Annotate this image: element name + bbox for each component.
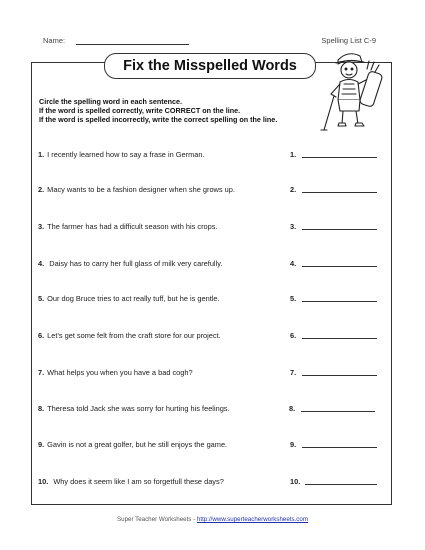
question-number: 4. [38, 259, 45, 268]
name-label: Name: [43, 36, 66, 45]
name-field[interactable] [76, 44, 189, 45]
question-number: 8. [38, 404, 45, 413]
question-text: Daisy has to carry her full glass of milk very carefully. [47, 259, 223, 268]
question-text: Gavin is not a great golfer, but he still enjoys the game. [47, 440, 228, 449]
question-number: 10. [38, 477, 49, 486]
answer-line[interactable] [305, 484, 377, 485]
answer-number: 6. [290, 331, 297, 340]
question-text: Theresa told Jack she was sorry for hurting his feelings. [47, 404, 230, 413]
question-text: The farmer has had a difficult season with his crops. [47, 222, 218, 231]
question-row [38, 331, 221, 340]
instruction-line: Circle the spelling word in each sentence. [39, 97, 182, 106]
answer-number: 8. [289, 404, 296, 413]
question-row [38, 185, 235, 194]
answer-number: 3. [290, 222, 297, 231]
answer-line[interactable] [302, 301, 377, 302]
answer-number: 5. [290, 294, 297, 303]
question-row [38, 477, 224, 486]
question-row [38, 259, 222, 268]
instruction-line: If the word is spelled correctly, write CORRECT on the line. [39, 106, 241, 116]
question-number: 7. [38, 368, 45, 377]
answer-line[interactable] [302, 266, 377, 267]
instructions [39, 97, 277, 125]
question-number: 1. [38, 150, 45, 159]
question-row [38, 222, 218, 231]
question-row [38, 404, 230, 413]
answer-line[interactable] [302, 229, 377, 230]
answer-number: 1. [290, 150, 297, 159]
answer-line[interactable] [301, 411, 375, 412]
answer-line[interactable] [302, 338, 377, 339]
question-text: I recently learned how to say a frase in German. [47, 150, 205, 159]
question-number: 9. [38, 440, 45, 449]
answer-number: 2. [290, 185, 297, 194]
answer-number: 10. [290, 477, 301, 486]
footer [0, 516, 425, 523]
question-text: Our dog Bruce tries to act really tuff, but he is gentle. [47, 294, 220, 303]
answer-line[interactable] [302, 447, 377, 448]
question-row [38, 294, 220, 303]
answer-number: 4. [290, 259, 297, 268]
golfer-boy-illustration [318, 48, 390, 134]
question-row [38, 440, 227, 449]
footer-separator: - [191, 516, 197, 523]
question-number: 2. [38, 185, 45, 194]
answer-line[interactable] [302, 157, 377, 158]
worksheet-title: Fix the Misspelled Words [104, 53, 316, 79]
question-text: What helps you when you have a bad cogh? [47, 368, 193, 377]
answer-number: 9. [290, 440, 297, 449]
question-row [38, 368, 193, 377]
question-text: Macy wants to be a fashion designer when she grows up. [47, 185, 235, 194]
question-number: 5. [38, 294, 45, 303]
footer-link[interactable]: http://www.superteacherworksheets.com [196, 516, 308, 523]
answer-line[interactable] [302, 375, 377, 376]
question-text: Let's get some felt from the craft store for our project. [47, 331, 221, 340]
footer-site-name: Super Teacher Worksheets [117, 516, 192, 523]
question-number: 6. [38, 331, 45, 340]
instruction-line: If the word is spelled incorrectly, write the correct spelling on the line. [39, 115, 278, 125]
answer-number: 7. [290, 368, 297, 377]
spelling-list-label: Spelling List C-9 [321, 36, 376, 45]
question-row [38, 150, 205, 159]
question-number: 3. [38, 222, 45, 231]
question-text: Why does it seem like I am so forgetfull these days? [51, 477, 224, 486]
answer-line[interactable] [302, 192, 377, 193]
